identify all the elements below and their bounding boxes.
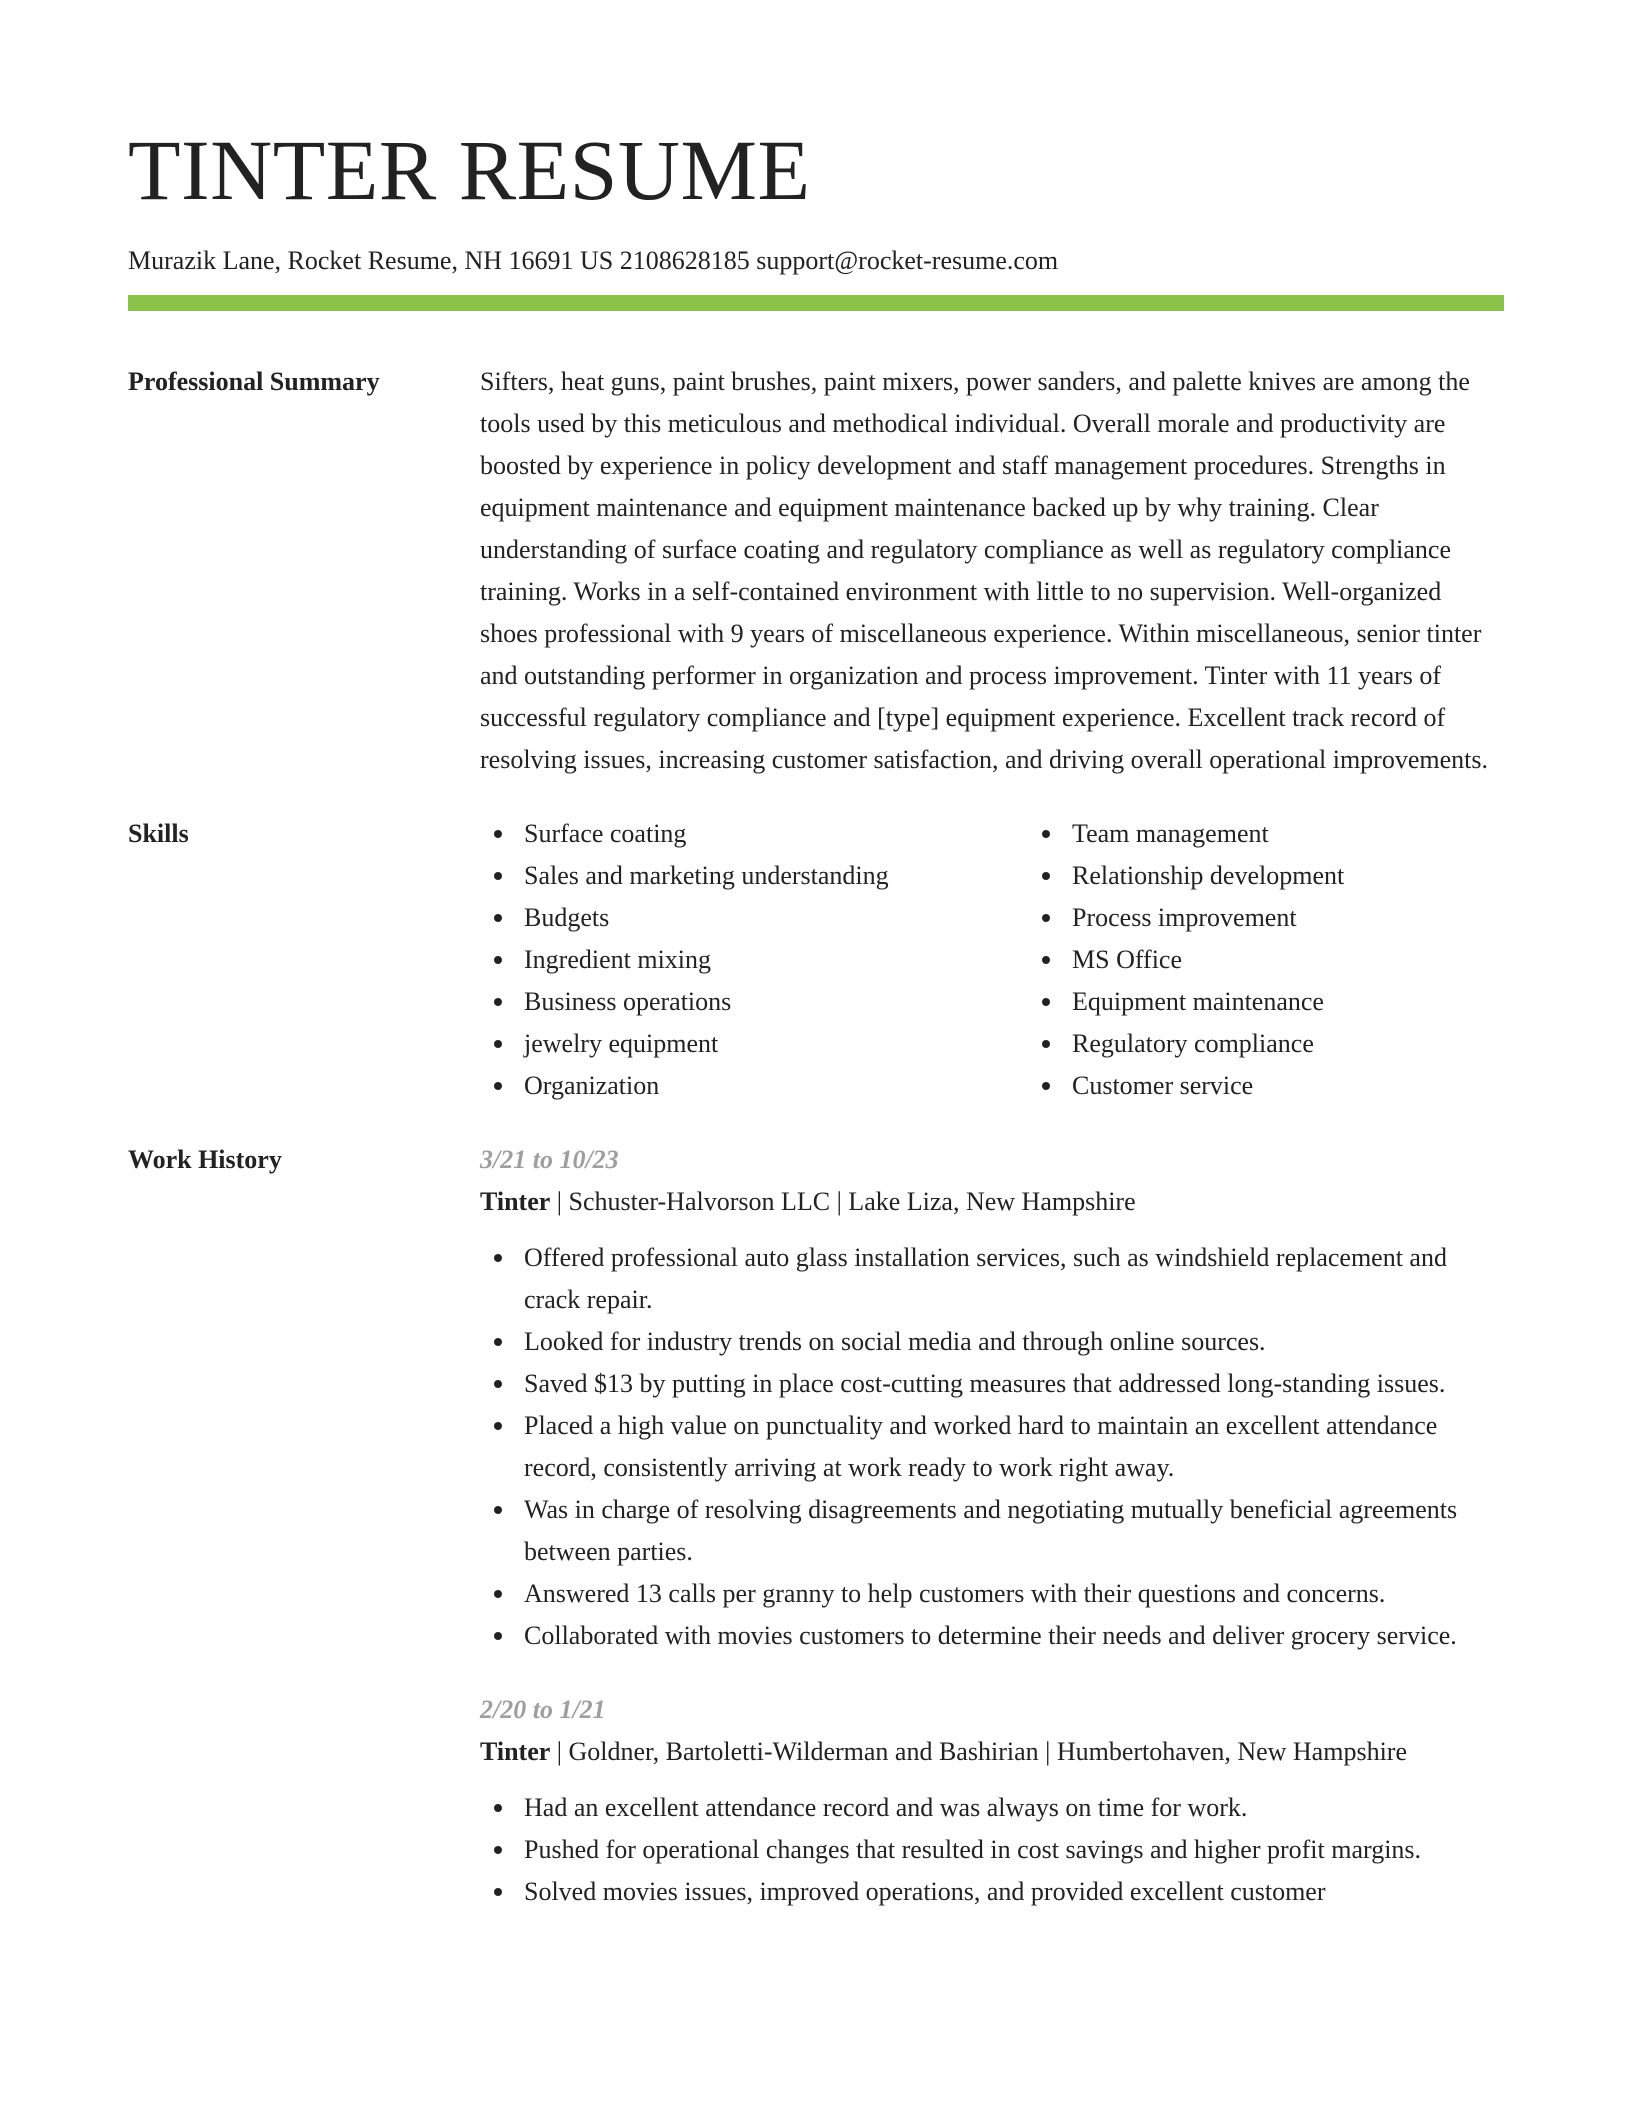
job-heading (480, 1731, 1504, 1773)
job-bullet: Offered professional auto glass installation services, such as windshield replacement and crack repair. (524, 1237, 1504, 1321)
job-bullets (480, 1237, 1504, 1657)
job-heading (480, 1181, 1504, 1223)
skill-item: Budgets (524, 897, 1028, 939)
job-bullet: Pushed for operational changes that resulted in cost savings and higher profit margins. (524, 1829, 1504, 1871)
professional-summary-section (128, 361, 1504, 781)
skill-item: MS Office (1072, 939, 1576, 981)
skill-item: Ingredient mixing (524, 939, 1028, 981)
job-bullet: Collaborated with movies customers to determine their needs and deliver grocery service. (524, 1615, 1504, 1657)
job-bullet: Placed a high value on punctuality and worked hard to maintain an excellent attendance record, consistently arriving at work ready to work right away. (524, 1405, 1504, 1489)
contact-line: Murazik Lane, Rocket Resume, NH 16691 US 2108628185 support@rocket-resume.com (128, 246, 1059, 275)
skill-item: Regulatory compliance (1072, 1023, 1576, 1065)
section-title-skills: Skills (128, 819, 189, 848)
skills-list-left (480, 813, 1028, 1107)
job-title: Tinter (480, 1187, 551, 1216)
skill-item: Team management (1072, 813, 1576, 855)
work-history-section (128, 1139, 1504, 1913)
job-dates: 3/21 to 10/23 (480, 1145, 619, 1174)
job-bullet: Saved $13 by putting in place cost-cutting measures that addressed long-standing issues. (524, 1363, 1504, 1405)
job-entry (480, 1139, 1504, 1657)
skill-item: Business operations (524, 981, 1028, 1023)
job-bullet: Looked for industry trends on social media and through online sources. (524, 1321, 1504, 1363)
job-bullet: Had an excellent attendance record and was always on time for work. (524, 1787, 1504, 1829)
skills-list-right (1028, 813, 1576, 1107)
skills-section (128, 813, 1504, 1107)
work-history-body (480, 1139, 1504, 1913)
job-employer-location: | Goldner, Bartoletti-Wilderman and Bashirian | Humbertohaven, New Hampshire (550, 1737, 1407, 1766)
job-bullets (480, 1787, 1504, 1913)
skill-item: Equipment maintenance (1072, 981, 1576, 1023)
section-title-work-history: Work History (128, 1145, 282, 1174)
skill-item: Customer service (1072, 1065, 1576, 1107)
skill-item: Relationship development (1072, 855, 1576, 897)
skill-item: Sales and marketing understanding (524, 855, 1028, 897)
job-bullet: Was in charge of resolving disagreements and negotiating mutually beneficial agreements between parties. (524, 1489, 1504, 1573)
job-entry (480, 1689, 1504, 1913)
summary-body (480, 361, 1504, 781)
job-bullet: Answered 13 calls per granny to help customers with their questions and concerns. (524, 1573, 1504, 1615)
skill-item: jewelry equipment (524, 1023, 1028, 1065)
resume-name: TINTER RESUME (128, 122, 811, 218)
job-title: Tinter (480, 1737, 551, 1766)
skills-columns (480, 813, 1576, 1107)
skill-item: Organization (524, 1065, 1028, 1107)
job-dates: 2/20 to 1/21 (480, 1695, 606, 1724)
accent-divider (128, 295, 1504, 311)
job-employer-location: | Schuster-Halvorson LLC | Lake Liza, New Hampshire (550, 1187, 1136, 1216)
skill-item: Surface coating (524, 813, 1028, 855)
summary-text: Sifters, heat guns, paint brushes, paint mixers, power sanders, and palette knives are among the tools used by this meticulous and methodical individual. Overall morale and productivity are boosted by experience in policy development and staff management procedures. Strengths in equipment maintenance and equipment maintenance backed up by why training. Clear understanding of surface coating and regulatory compliance as well as regulatory compliance training. Works in a self-contained environment with little to no supervision. Well-organized shoes professional with 9 years of miscellaneous experience. Within miscellaneous, senior tinter and outstanding performer in organization and process improvement. Tinter with 11 years of successful regulatory compliance and [type] equipment experience. Excellent track record of resolving issues, increasing customer satisfaction, and driving overall operational improvements. (480, 367, 1488, 774)
resume-page (128, 0, 1504, 1913)
skill-item: Process improvement (1072, 897, 1576, 939)
job-bullet: Solved movies issues, improved operations, and provided excellent customer (524, 1871, 1504, 1913)
section-title-professional-summary: Professional Summary (128, 367, 380, 396)
